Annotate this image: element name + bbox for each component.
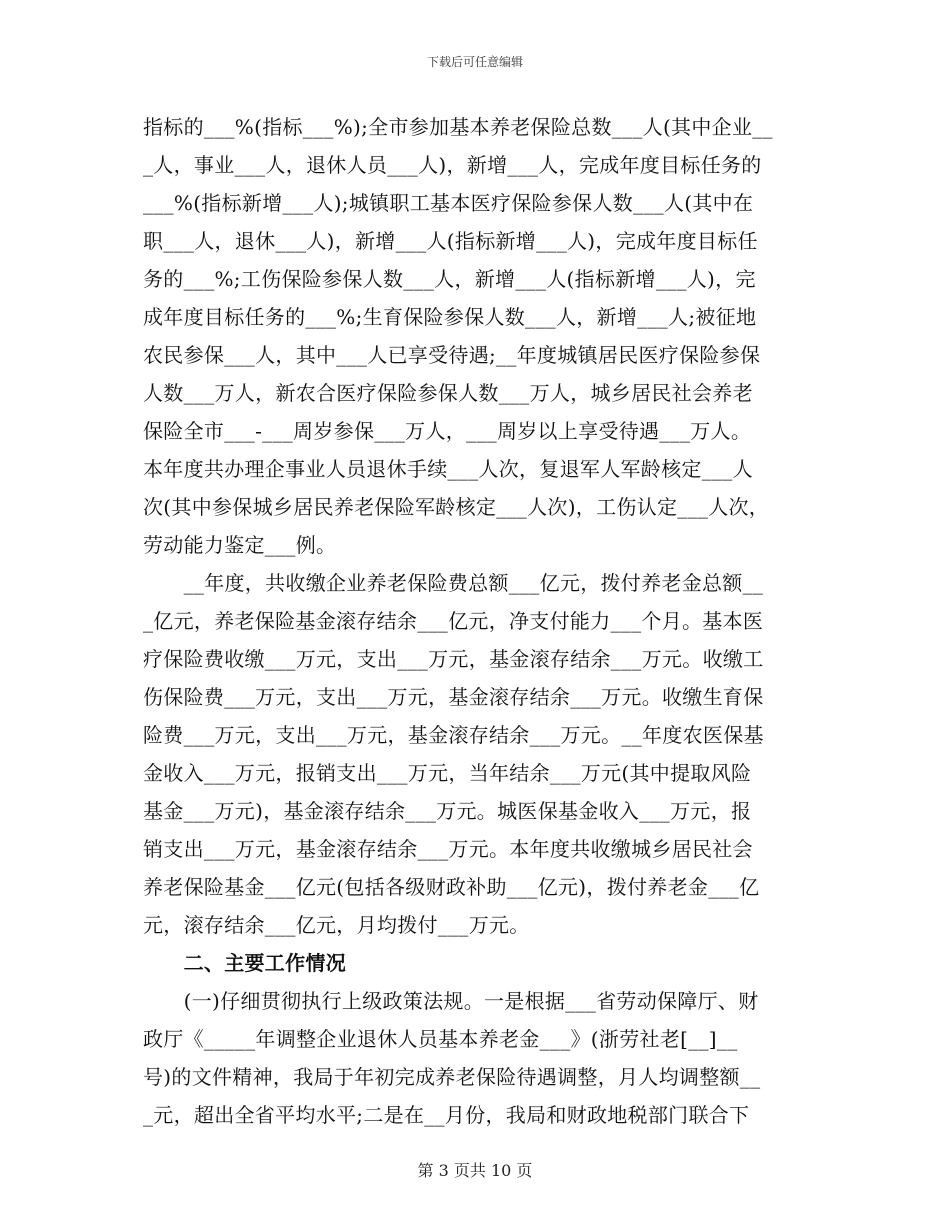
text-line: 务的___%;工伤保险参保人数___人，新增___人(指标新增___人)，完 xyxy=(143,267,756,291)
text-line: 次(其中参保城乡居民养老保险军龄核定___人次)，工伤认定___人次， xyxy=(143,495,770,519)
text-line: 本年度共办理企事业人员退休手续___人次，复退军人军龄核定___人 xyxy=(143,457,753,481)
text-line: _人，事业___人，退休人员___人)，新增___人，完成年度目标任务的 xyxy=(143,153,762,177)
page-header: 下载后可任意编辑 xyxy=(426,55,523,69)
text-line: 销支出___万元，基金滚存结余___万元。本年度共收缴城乡居民社会 xyxy=(143,837,753,861)
text-line: _亿元，养老保险基金滚存结余___亿元，净支付能力___个月。基本医 xyxy=(143,609,764,633)
text-line: 金收入___万元，报销支出___万元，当年结余___万元(其中提取风险 xyxy=(143,761,752,785)
text-line: 人数___万人，新农合医疗保险参保人数___万人，城乡居民社会养老 xyxy=(143,381,753,405)
text-line: 元，滚存结余___亿元，月均拨付___万元。 xyxy=(143,913,530,937)
text-line: _元，超出全省平均水平;二是在__月份，我局和财政地税部门联合下 xyxy=(143,1103,750,1127)
text-line: 劳动能力鉴定___例。 xyxy=(143,533,337,557)
text-line: __年度，共收缴企业养老保险费总额___亿元，拨付养老金总额__ xyxy=(143,571,764,595)
text-line: 指标的___%(指标___%);全市参加基本养老保险总数___人(其中企业__ xyxy=(143,115,773,139)
text-line: ___%(指标新增___人);城镇职工基本医疗保险参保人数___人(其中在 xyxy=(143,191,754,215)
page-footer: 第 3 页共 10 页 xyxy=(417,1161,533,1180)
text-line: 政厅《_____年调整企业退休人员基本养老金___》(浙劳社老[__]__ xyxy=(143,1027,738,1051)
text-line: 成年度目标任务的___%;生育保险参保人数___人，新增___人;被征地 xyxy=(143,305,757,329)
text-line: 险费___万元，支出___万元，基金滚存结余___万元。__年度农医保基 xyxy=(143,723,764,747)
text-line: 伤保险费___万元，支出___万元，基金滚存结余___万元。收缴生育保 xyxy=(143,685,764,709)
text-line: 养老保险基金___亿元(包括各级财政补助___亿元)，拨付养老金___亿 xyxy=(143,875,760,899)
section-heading: 二、主要工作情况 xyxy=(143,951,346,975)
text-line: 基金___万元)，基金滚存结余___万元。城医保基金收入___万元，报 xyxy=(143,799,752,823)
text-line: (一)仔细贯彻执行上级政策法规。一是根据___省劳动保障厅、财 xyxy=(143,989,759,1013)
text-line: 疗保险费收缴___万元，支出___万元，基金滚存结余___万元。收缴工 xyxy=(143,647,764,671)
text-line: 号)的文件精神，我局于年初完成养老保险待遇调整，月人均调整额__ xyxy=(143,1065,761,1089)
document-body xyxy=(143,108,808,1134)
text-line: 保险全市___-___周岁参保___万人，___周岁以上享受待遇___万人。 xyxy=(143,419,752,443)
text-line: 职___人，退休___人)，新增___人(指标新增___人)，完成年度目标任 xyxy=(143,229,758,253)
text-line: 农民参保___人，其中___人已享受待遇;__年度城镇居民医疗保险参保 xyxy=(143,343,761,367)
